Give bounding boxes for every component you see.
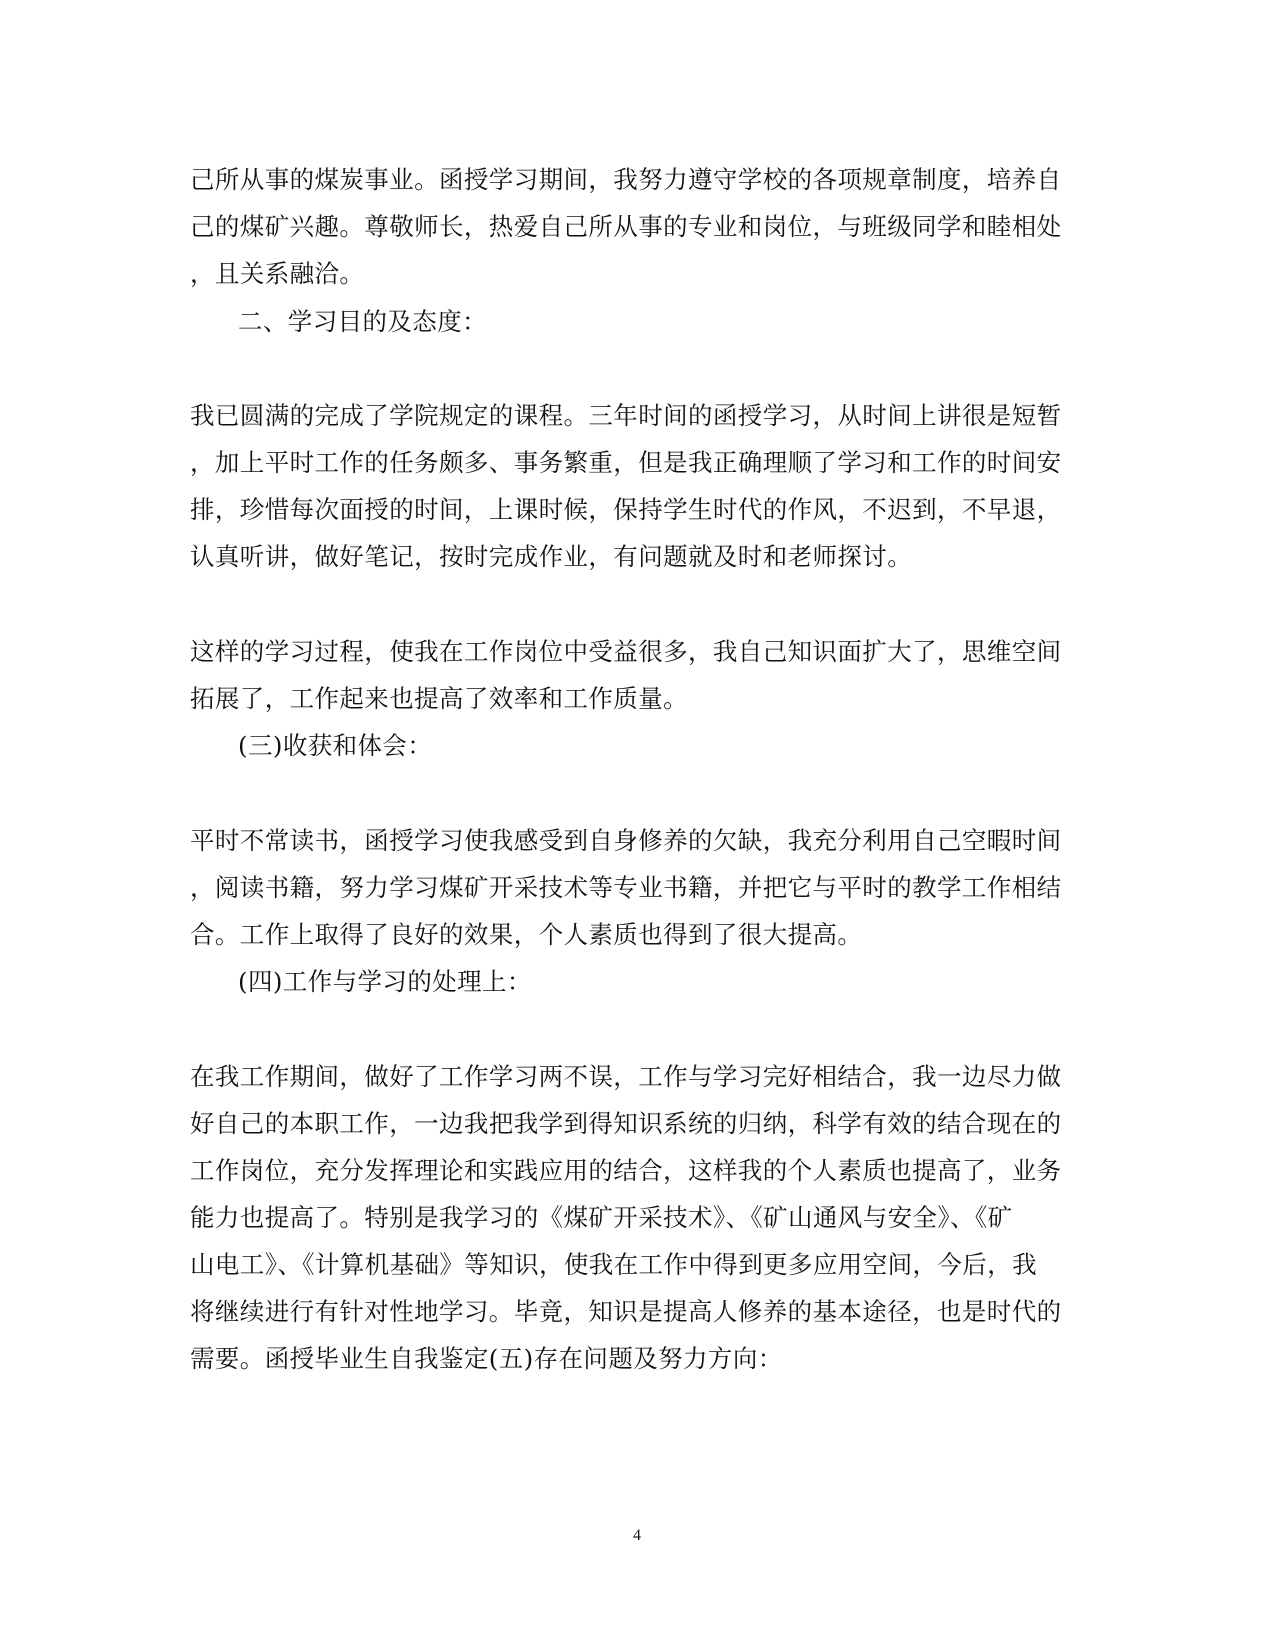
- text-line: 能力也提高了。特别是我学习的《煤矿开采技术》、《矿山通风与安全》、《矿: [190, 1203, 1013, 1232]
- text-line: ，且关系融洽。: [190, 259, 365, 288]
- text-line: 将继续进行有针对性地学习。毕竟，知识是提高人修养的基本途径，也是时代的: [190, 1297, 1062, 1326]
- text-line: 拓展了，工作起来也提高了效率和工作质量。: [190, 684, 688, 713]
- text-line: 排，珍惜每次面授的时间，上课时候，保持学生时代的作风，不迟到，不早退，: [190, 495, 1062, 524]
- text-line: 在我工作期间，做好了工作学习两不误，工作与学习完好相结合，我一边尽力做: [190, 1062, 1062, 1091]
- text-line: 工作岗位，充分发挥理论和实践应用的结合，这样我的个人素质也提高了，业务: [190, 1156, 1062, 1185]
- text-line: 平时不常读书，函授学习使我感受到自身修养的欠缺，我充分利用自己空暇时间: [190, 826, 1062, 855]
- section-heading: (三)收获和体会：: [238, 731, 433, 760]
- page-number: 4: [633, 1527, 641, 1544]
- text-line: 己所从事的煤炭事业。函授学习期间，我努力遵守学校的各项规章制度，培养自: [190, 165, 1062, 194]
- text-line: 我已圆满的完成了学院规定的课程。三年时间的函授学习，从时间上讲很是短暂: [190, 401, 1062, 430]
- text-line: 己的煤矿兴趣。尊敬师长，热爱自己所从事的专业和岗位，与班级同学和睦相处: [190, 212, 1062, 241]
- text-line: 这样的学习过程，使我在工作岗位中受益很多，我自己知识面扩大了，思维空间: [190, 637, 1062, 666]
- text-line: 好自己的本职工作，一边我把我学到得知识系统的归纳，科学有效的结合现在的: [190, 1109, 1062, 1138]
- section-heading: (四)工作与学习的处理上：: [238, 967, 532, 996]
- text-line: 认真听讲，做好笔记，按时完成作业，有问题就及时和老师探讨。: [190, 542, 913, 571]
- text-line: 山电工》、《计算机基础》等知识，使我在工作中得到更多应用空间，今后，我: [190, 1250, 1037, 1279]
- text-line: 需要。函授毕业生自我鉴定(五)存在问题及努力方向：: [190, 1344, 783, 1373]
- text-line: 合。工作上取得了良好的效果，个人素质也得到了很大提高。: [190, 920, 863, 949]
- section-heading: 二、学习目的及态度：: [238, 307, 487, 336]
- text-line: ，加上平时工作的任务颇多、事务繁重，但是我正确理顺了学习和工作的时间安: [190, 448, 1062, 477]
- text-line: ，阅读书籍，努力学习煤矿开采技术等专业书籍，并把它与平时的教学工作相结: [190, 873, 1062, 902]
